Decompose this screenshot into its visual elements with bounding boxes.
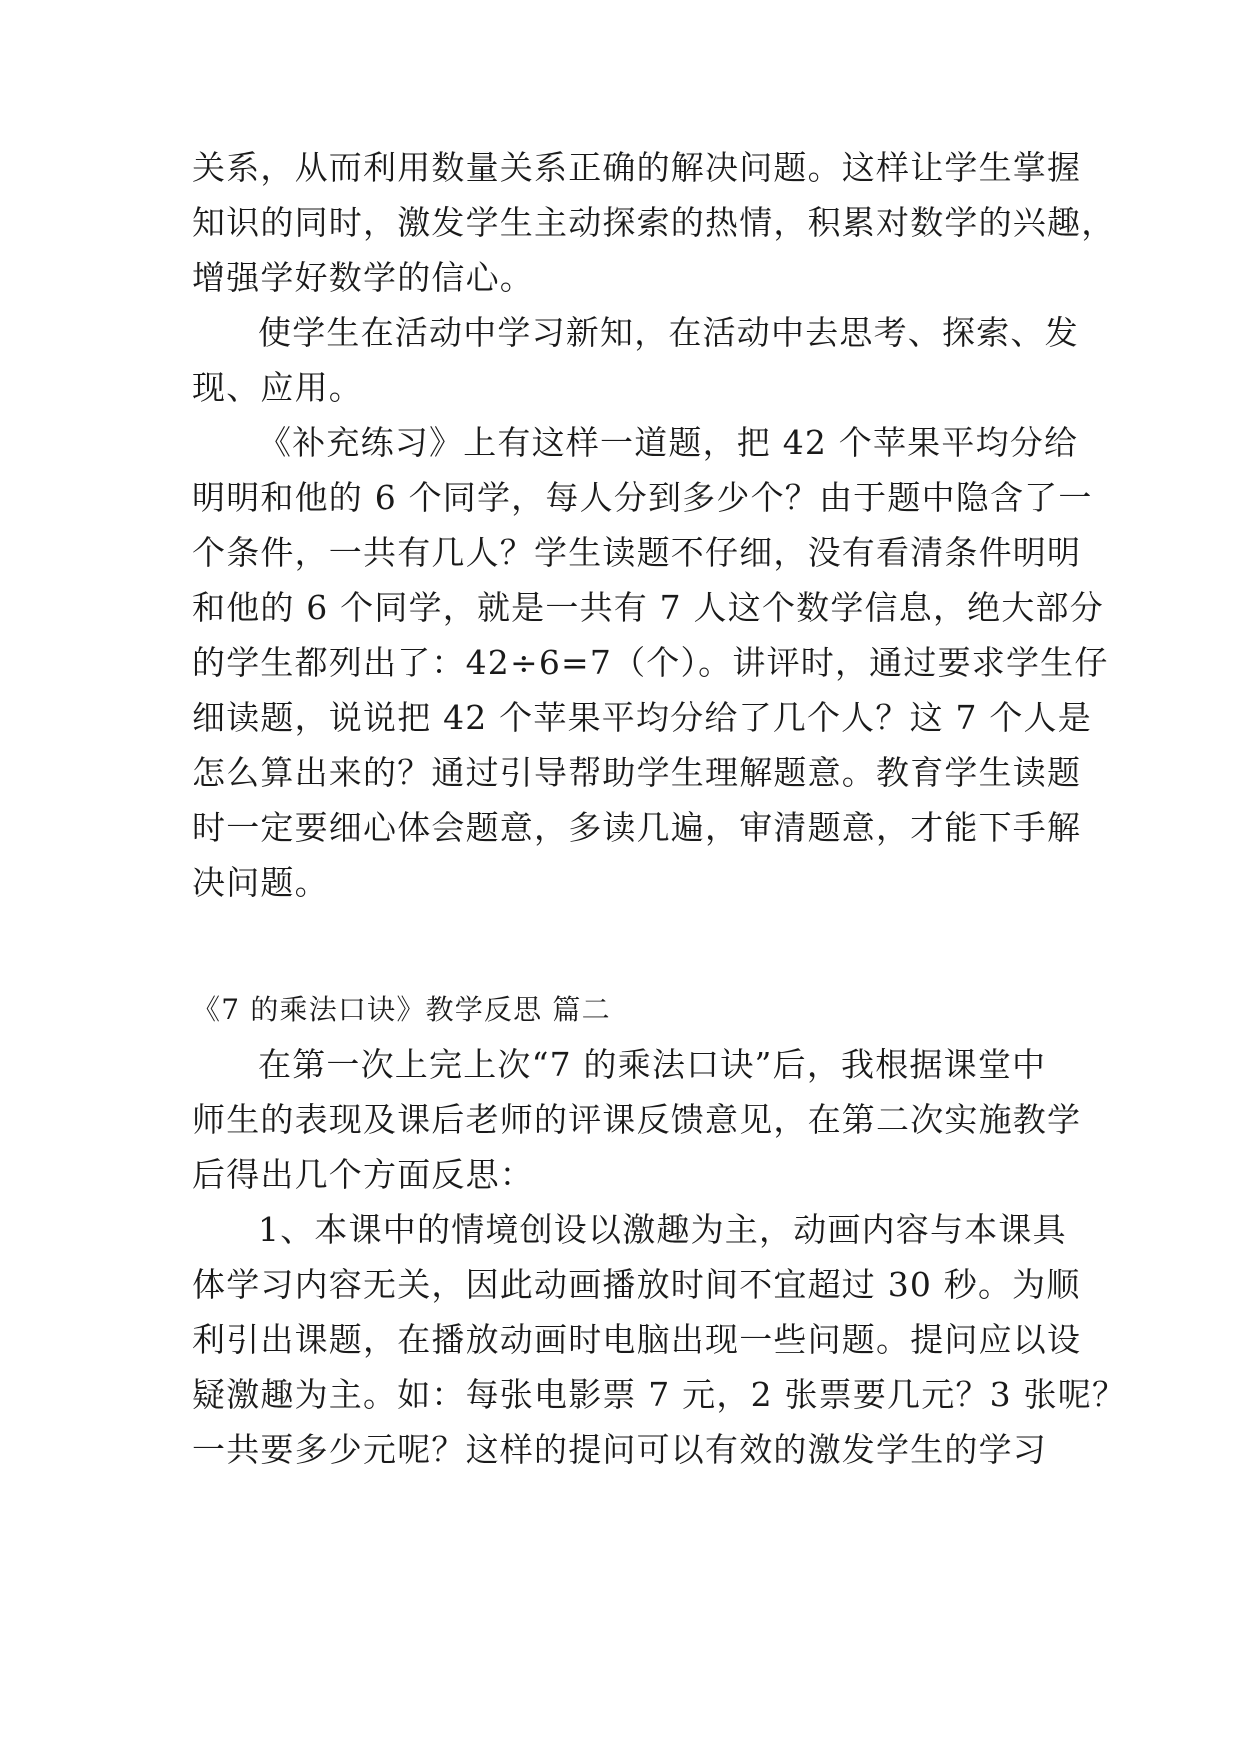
text-line: 时一定要细心体会题意，多读几遍，审清题意，才能下手解 bbox=[192, 808, 1082, 847]
text-line: 关系，从而利用数量关系正确的解决问题。这样让学生掌握 bbox=[192, 148, 1082, 187]
text-line: 增强学好数学的信心。 bbox=[192, 258, 534, 297]
text-line: 《补充练习》上有这样一道题，把 42 个苹果平均分给 bbox=[258, 423, 1079, 462]
text-line: 个条件，一共有几人？学生读题不仔细，没有看清条件明明 bbox=[192, 533, 1082, 572]
text-line: 一共要多少元呢？这样的提问可以有效的激发学生的学习 bbox=[192, 1430, 1047, 1469]
text-line: 怎么算出来的？通过引导帮助学生理解题意。教育学生读题 bbox=[192, 753, 1082, 792]
text-line: 明明和他的 6 个同学，每人分到多少个？由于题中隐含了一 bbox=[192, 478, 1093, 517]
text-line: 使学生在活动中学习新知，在活动中去思考、探索、发 bbox=[258, 313, 1079, 352]
text-line: 知识的同时，激发学生主动探索的热情，积累对数学的兴趣， bbox=[192, 203, 1116, 242]
text-line: 后得出几个方面反思： bbox=[192, 1155, 534, 1194]
text-line: 细读题，说说把 42 个苹果平均分给了几个人？这 7 个人是 bbox=[192, 698, 1092, 737]
text-line: 体学习内容无关，因此动画播放时间不宜超过 30 秒。为顺 bbox=[192, 1265, 1081, 1304]
text-line: 现、应用。 bbox=[192, 368, 363, 407]
section-heading: 《7 的乘法口诀》教学反思 篇二 bbox=[192, 993, 611, 1026]
text-line: 在第一次上完上次“7 的乘法口诀”后，我根据课堂中 bbox=[258, 1045, 1047, 1084]
text-line: 利引出课题，在播放动画时电脑出现一些问题。提问应以设 bbox=[192, 1320, 1082, 1359]
text-line: 1、本课中的情境创设以激趣为主，动画内容与本课具 bbox=[258, 1210, 1067, 1249]
text-line: 的学生都列出了：42÷6=7（个）。讲评时，通过要求学生仔 bbox=[192, 643, 1109, 682]
text-line: 师生的表现及课后老师的评课反馈意见，在第二次实施教学 bbox=[192, 1100, 1082, 1139]
text-line: 疑激趣为主。如：每张电影票 7 元，2 张票要几元？3 张呢？ bbox=[192, 1375, 1127, 1414]
text-line: 决问题。 bbox=[192, 863, 329, 902]
text-line: 和他的 6 个同学，就是一共有 7 人这个数学信息，绝大部分 bbox=[192, 588, 1104, 627]
